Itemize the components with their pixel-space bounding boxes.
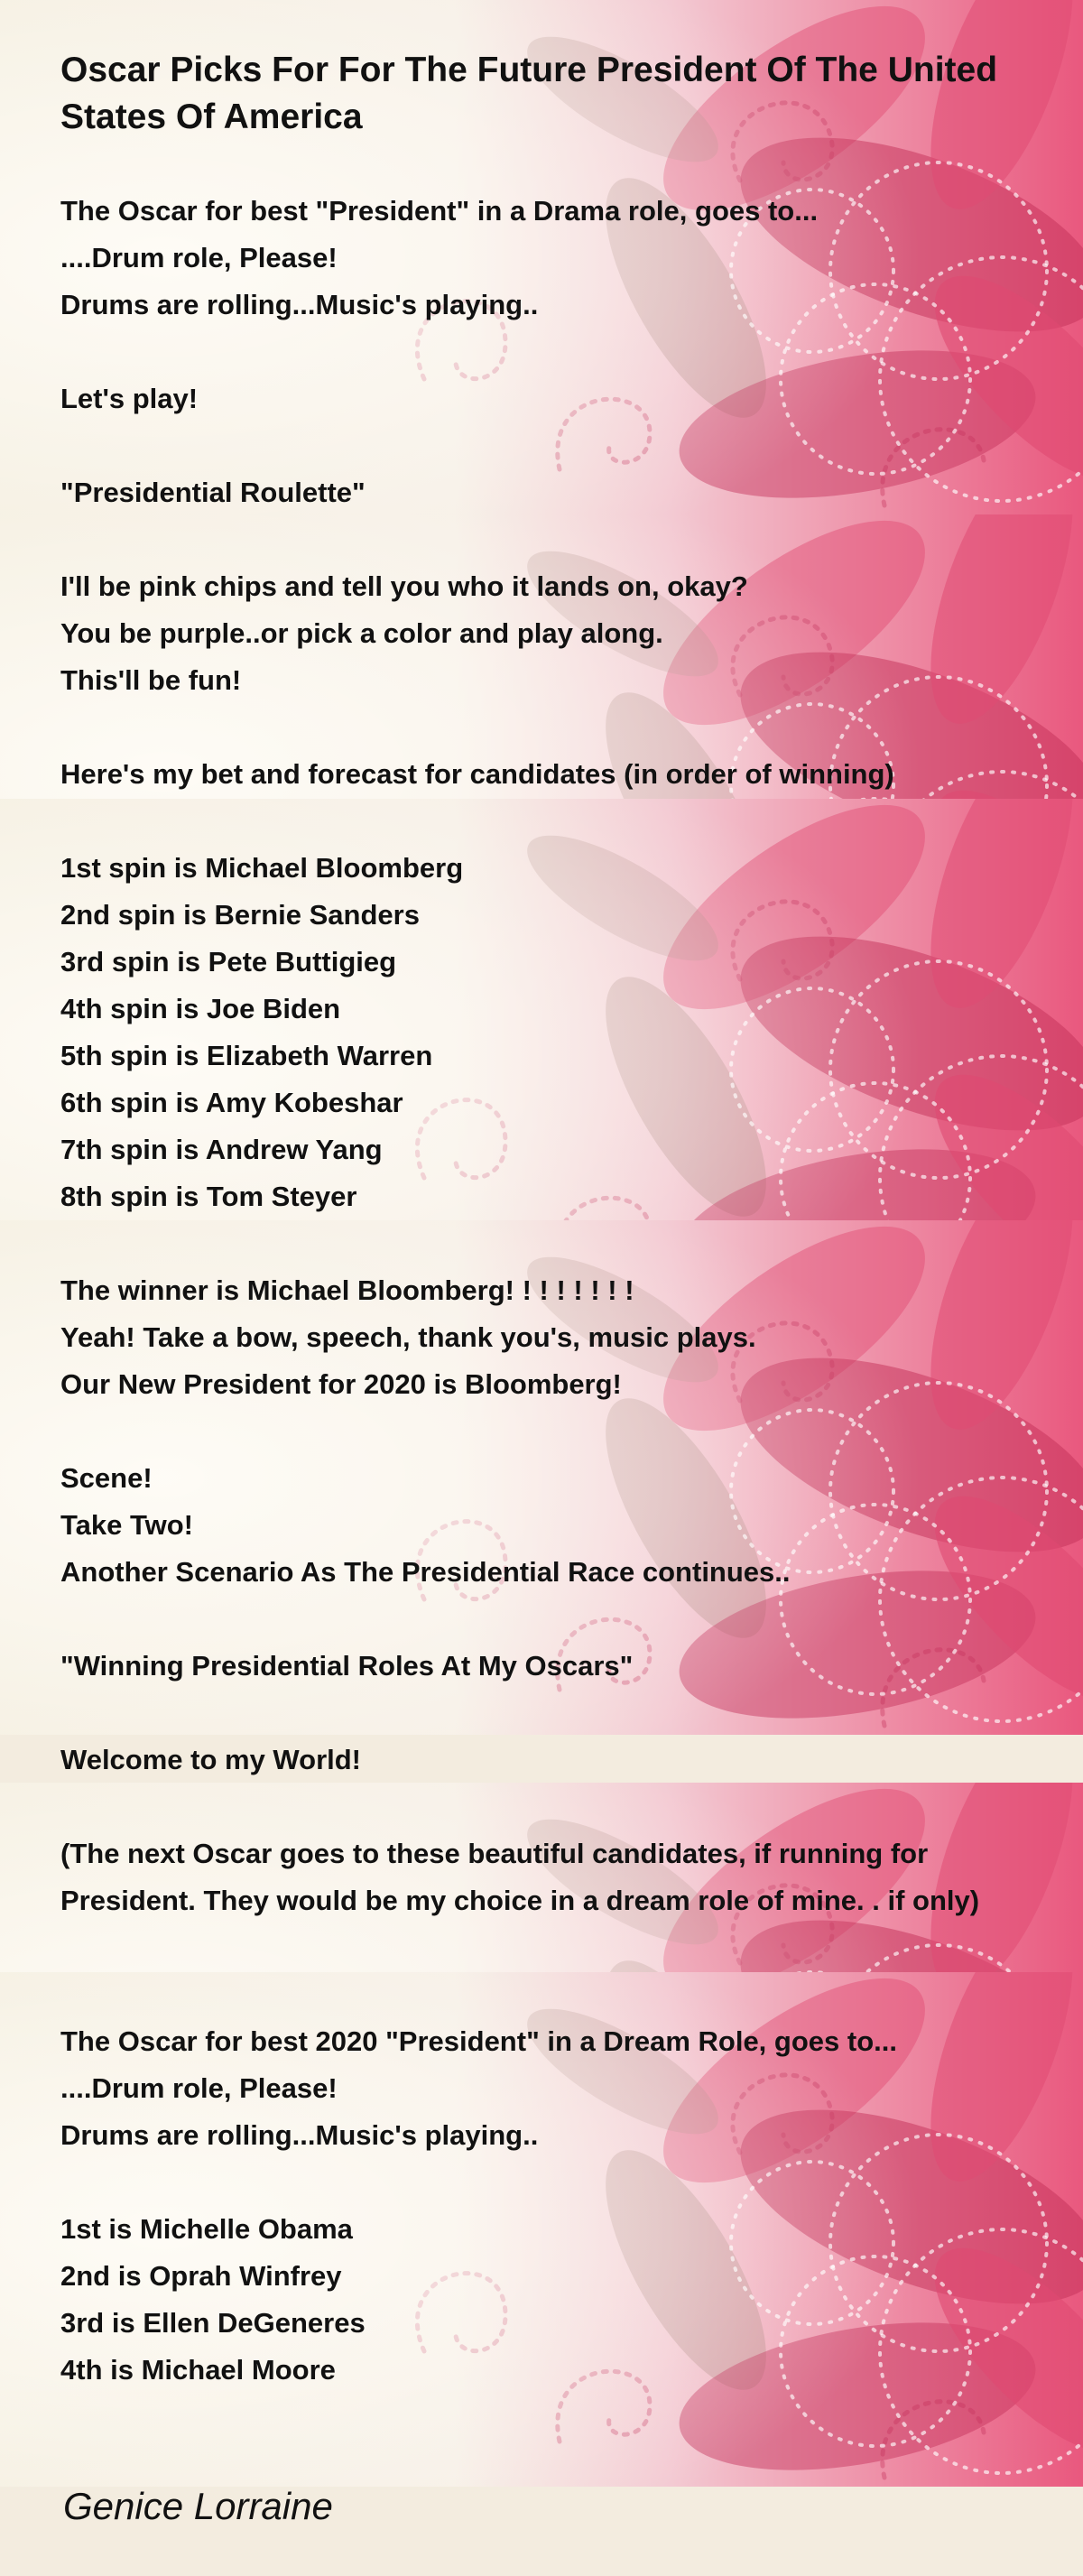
stanza <box>60 1455 1035 1596</box>
spin-item: 2nd spin is Bernie Sanders <box>60 899 420 931</box>
poem-line: The Oscar for best 2020 "President" in a Dream Role, goes to... <box>60 2025 897 2057</box>
poem-line: The winner is Michael Bloomberg! ! ! ! ! ! ! ! <box>60 1274 634 1306</box>
dream-pick-list <box>60 2206 1035 2394</box>
spin-list <box>60 845 1035 1220</box>
poem-line: Another Scenario As The Presidential Race continues.. <box>60 1556 791 1588</box>
poem-line: ....Drum role, Please! <box>60 242 338 273</box>
stanza <box>60 2018 1035 2159</box>
spin-item: 3rd spin is Pete Buttigieg <box>60 946 397 978</box>
stanza <box>60 1267 1035 1408</box>
author-signature: Genice Lorraine <box>63 2485 333 2527</box>
dream-pick-item: 2nd is Oprah Winfrey <box>60 2260 342 2292</box>
spin-item: 4th spin is Joe Biden <box>60 993 341 1024</box>
spin-item: 7th spin is Andrew Yang <box>60 1134 383 1165</box>
poem-title: Oscar Picks For For The Future President Of The United States Of America <box>60 51 998 136</box>
poem-line: Drums are rolling...Music's playing.. <box>60 289 539 320</box>
poem-line: "Presidential Roulette" <box>60 477 366 508</box>
poem-line: This'll be fun! <box>60 664 242 696</box>
poem-line: I'll be pink chips and tell you who it lands on, okay? <box>60 570 748 602</box>
poem-line: You be purple..or pick a color and play along. <box>60 617 663 649</box>
spin-item: 5th spin is Elizabeth Warren <box>60 1040 433 1071</box>
spin-item: 1st spin is Michael Bloomberg <box>60 852 464 884</box>
poem-paragraph: (The next Oscar goes to these beautiful candidates, if running for President. They would be my choice in a dream role of mine. . if only) <box>60 1838 980 1916</box>
poem-line: "Winning Presidential Roles At My Oscars" <box>60 1650 634 1682</box>
dream-pick-item: 4th is Michael Moore <box>60 2354 336 2386</box>
poem-line: Here's my bet and forecast for candidates (in order of winning) <box>60 758 894 790</box>
spin-item: 6th spin is Amy Kobeshar <box>60 1087 403 1118</box>
stanza <box>60 563 1035 704</box>
poem-line: ....Drum role, Please! <box>60 2072 338 2104</box>
spin-item: 8th spin is Tom Steyer <box>60 1181 357 1212</box>
poem-line: Let's play! <box>60 383 199 414</box>
poem-line: Welcome to my World! <box>60 1744 362 1775</box>
poem-line: The Oscar for best "President" in a Drama role, goes to... <box>60 195 819 227</box>
poem-line: Yeah! Take a bow, speech, thank you's, music plays. <box>60 1321 756 1353</box>
poem-body <box>60 47 1035 2394</box>
poem-line: Our New President for 2020 is Bloomberg! <box>60 1368 622 1400</box>
stanza <box>60 188 1035 329</box>
poem-line: Drums are rolling...Music's playing.. <box>60 2119 539 2151</box>
poem-line: Scene! <box>60 1462 153 1494</box>
dream-pick-item: 3rd is Ellen DeGeneres <box>60 2307 366 2339</box>
poem-line: Take Two! <box>60 1509 193 1541</box>
dream-pick-item: 1st is Michelle Obama <box>60 2213 353 2245</box>
